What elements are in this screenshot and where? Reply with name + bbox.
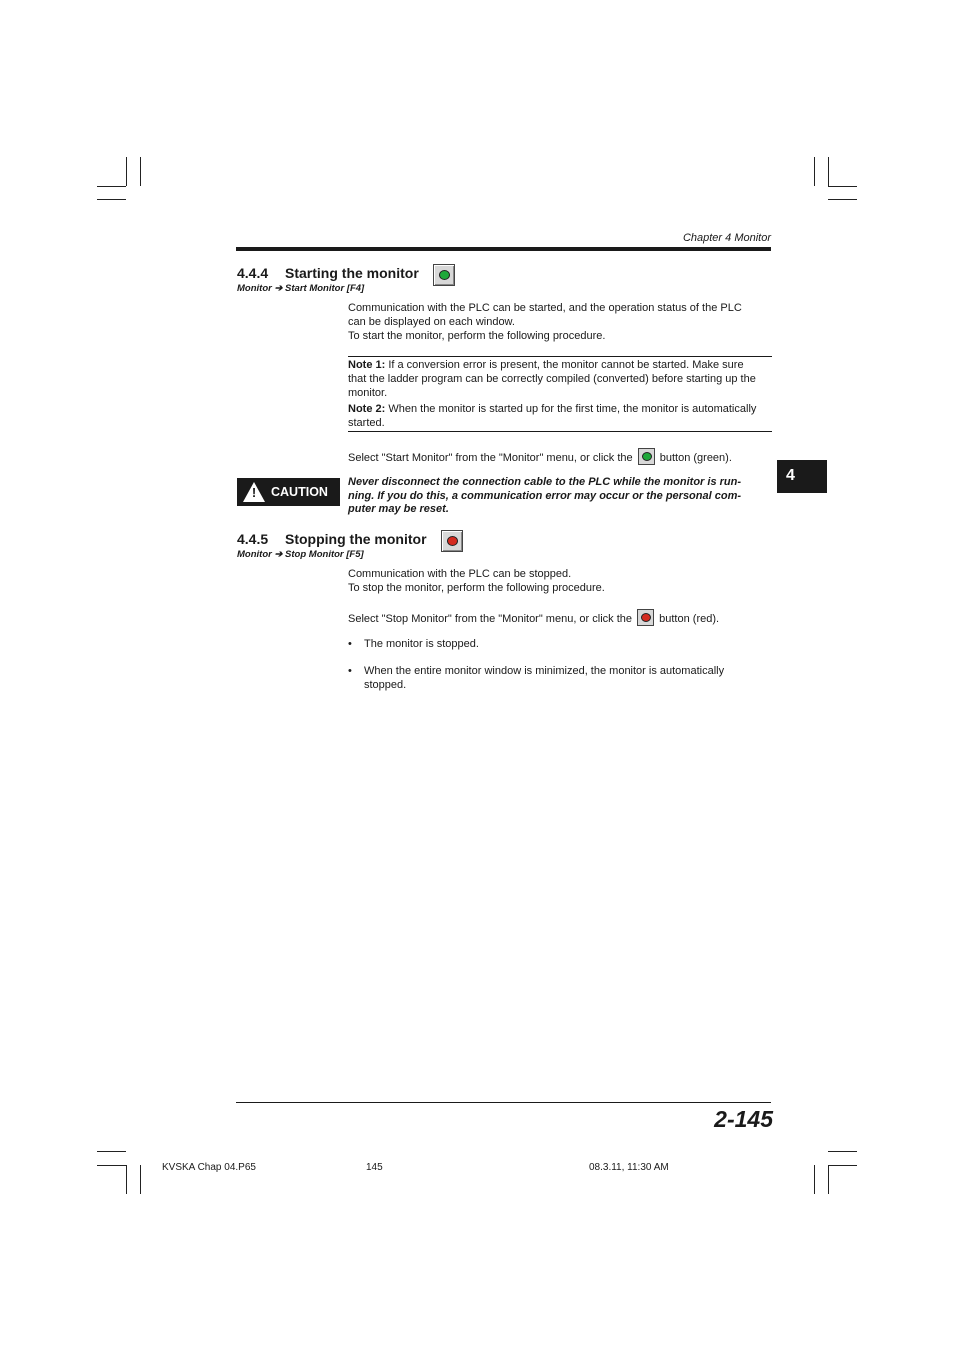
crop-mark	[828, 1151, 857, 1152]
intro-line: To stop the monitor, perform the following procedure.	[348, 582, 605, 594]
start-monitor-instruction	[348, 448, 772, 465]
page-number: 2-145	[714, 1106, 773, 1132]
crop-mark	[140, 1165, 141, 1194]
stop-monitor-instruction	[348, 609, 772, 626]
note-text: that the ladder program can be correctly compiled (converted) before starting up the	[348, 373, 756, 385]
crop-mark	[814, 1165, 815, 1194]
note-bottom-rule	[348, 431, 772, 432]
start-monitor-green-icon	[433, 264, 455, 286]
note-label: Note 1:	[348, 359, 386, 371]
crop-mark	[828, 1165, 829, 1194]
note-top-rule	[348, 356, 772, 357]
crop-mark	[126, 157, 127, 186]
instruction-text: Select "Stop Monitor" from the "Monitor" menu, or click the	[348, 613, 633, 625]
crop-mark	[97, 186, 126, 187]
menu-path-start-monitor: Monitor ➔ Start Monitor [F4]	[237, 283, 365, 294]
crop-mark	[828, 1165, 857, 1166]
intro-line: Communication with the PLC can be started, and the operation status of the PLC	[348, 302, 742, 314]
footer-page: 145	[366, 1162, 383, 1173]
menu-path-stop-monitor: Monitor ➔ Stop Monitor [F5]	[237, 549, 364, 560]
intro-line: can be displayed on each window.	[348, 316, 515, 328]
bullet-marker: •	[348, 665, 352, 677]
note-text: When the monitor is started up for the first time, the monitor is automatically	[388, 403, 757, 415]
section-number: 4.4.5	[237, 531, 269, 547]
note-1	[348, 358, 772, 400]
section-number: 4.4.4	[237, 265, 269, 281]
stop-monitor-red-icon	[441, 530, 463, 552]
section-title-text: Starting the monitor	[285, 265, 419, 281]
intro-line: Communication with the PLC can be stopped.	[348, 568, 572, 580]
instruction-text: button (red).	[659, 613, 720, 625]
bullet-text: When the entire monitor window is minimized, the monitor is automatically stopped.	[364, 665, 725, 691]
note-text: If a conversion error is present, the monitor cannot be started. Make sure	[388, 359, 744, 371]
section-title-start-monitor	[237, 265, 419, 281]
intro-line: To start the monitor, perform the following procedure.	[348, 330, 606, 342]
crop-mark	[828, 157, 829, 186]
crop-mark	[97, 1165, 126, 1166]
caution-text: Never disconnect the connection cable to the PLC while the monitor is run- ning. If you do this, a communication error may occur or the personal com- puter may be reset.	[348, 476, 742, 515]
header-rule	[236, 247, 771, 251]
bullet-marker: •	[348, 638, 352, 650]
crop-mark	[126, 1165, 127, 1194]
list-item	[348, 637, 772, 651]
instruction-text: Select "Start Monitor" from the "Monitor" menu, or click the	[348, 452, 633, 464]
crop-mark	[828, 186, 857, 187]
footer-file: KVSKA Chap 04.P65	[162, 1162, 256, 1173]
note-text: started.	[348, 417, 385, 429]
caution-label: CAUTION	[271, 485, 328, 499]
stop-monitor-intro	[348, 567, 772, 595]
note-label: Note 2:	[348, 403, 386, 415]
chapter-header: Chapter 4 Monitor	[682, 232, 771, 244]
crop-mark	[140, 157, 141, 186]
section-title-stop-monitor	[237, 531, 427, 547]
note-text: monitor.	[348, 387, 388, 399]
note-2	[348, 402, 772, 430]
crop-mark	[814, 157, 815, 186]
start-monitor-intro	[348, 301, 772, 343]
section-title-text: Stopping the monitor	[285, 531, 427, 547]
list-item	[348, 664, 772, 692]
start-monitor-green-icon	[638, 448, 655, 465]
stop-monitor-red-icon	[637, 609, 654, 626]
chapter-tab-number: 4	[786, 467, 795, 484]
crop-mark	[97, 199, 126, 200]
caution-badge: ! CAUTION	[237, 478, 340, 506]
instruction-text: button (green).	[659, 452, 732, 464]
bullet-text: The monitor is stopped.	[364, 638, 479, 650]
footer-rule	[236, 1102, 771, 1103]
crop-mark	[828, 199, 857, 200]
chapter-tab	[777, 460, 827, 493]
footer-timestamp: 08.3.11, 11:30 AM	[589, 1162, 669, 1173]
crop-mark	[97, 1151, 126, 1152]
